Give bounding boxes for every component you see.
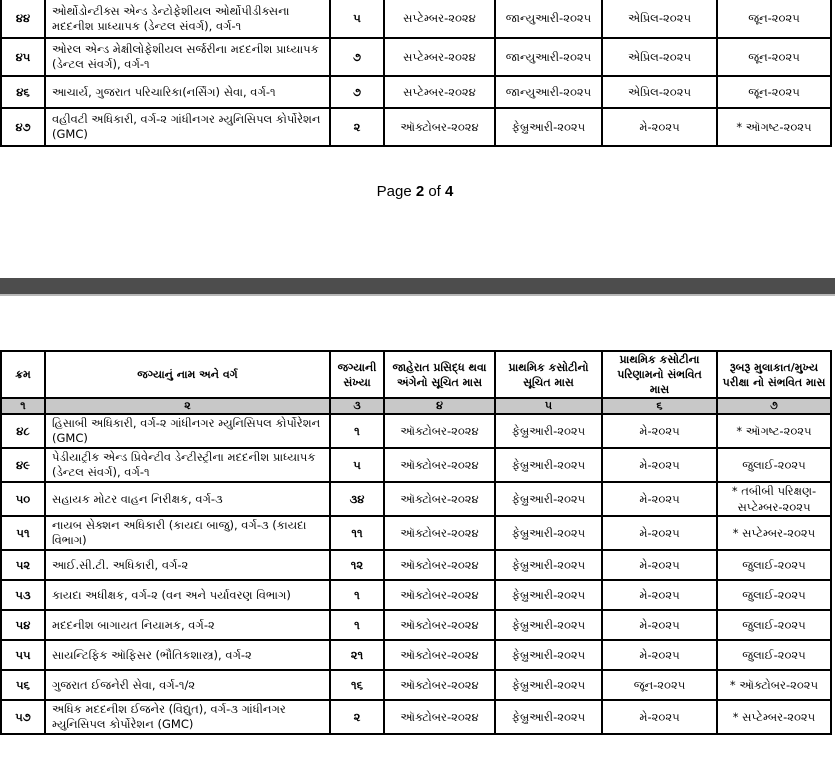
result-month: મે-૨૦૨૫: [602, 414, 717, 448]
serial-number: ૫૨: [1, 550, 45, 580]
advt-month: ઑક્ટોબર-૨૦૨૪: [384, 482, 495, 516]
page-prefix: Page: [376, 183, 416, 200]
serial-number: ૪૭: [1, 108, 45, 146]
advt-month: ઑક્ટોબર-૨૦૨૪: [384, 550, 495, 580]
prelim-month: જાન્યુઆરી-૨૦૨૫: [495, 38, 602, 76]
result-month: મે-૨૦૨૫: [602, 640, 717, 670]
header-advt-month: જાહેરાત પ્રસિદ્ધ થવા અંગેનો સૂચિત માસ: [384, 351, 495, 398]
post-count: ૩૪: [330, 482, 384, 516]
serial-number: ૫૩: [1, 580, 45, 610]
schedule-table-bottom: [0, 350, 832, 735]
prelim-month: ફેબ્રુઆરી-૨૦૨૫: [495, 414, 602, 448]
result-month: મે-૨૦૨૫: [602, 550, 717, 580]
interview-month: જુલાઈ-૨૦૨૫: [717, 640, 831, 670]
post-name: પેડીયાટ્રીક એન્ડ પ્રિવેન્ટીવ ડેન્ટીસ્ટ્રીના મદદનીશ પ્રાધ્યાપક (ડેન્ટલ સંવર્ગ), વર્ગ-૧: [45, 448, 330, 482]
post-name: ઓર્થોડોન્ટીક્સ એન્ડ ડેન્ટોફેશીયલ ઓર્થોપીડીક્સના મદદનીશ પ્રાધ્યાપક (ડેન્ટલ સંવર્ગ), વર્ગ-૧: [45, 0, 330, 38]
table-row: [1, 448, 831, 482]
table-row: [1, 482, 831, 516]
post-count: ૨: [330, 108, 384, 146]
result-month: મે-૨૦૨૫: [602, 482, 717, 516]
prelim-month: જાન્યુઆરી-૨૦૨૫: [495, 76, 602, 108]
post-name: ઓરલ એન્ડ મેક્ષીલોફેશીયલ સર્જરીના મદદનીશ પ્રાધ્યાપક (ડેન્ટલ સંવર્ગ), વર્ગ-૧: [45, 38, 330, 76]
post-count: ૫: [330, 0, 384, 38]
interview-month: જુલાઈ-૨૦૨૫: [717, 448, 831, 482]
result-month: મે-૨૦૨૫: [602, 448, 717, 482]
result-month: એપ્રિલ-૨૦૨૫: [602, 38, 717, 76]
post-name: વહીવટી અધિકારી, વર્ગ-૨ ગાંધીનગર મ્યુનિસિપલ કોર્પોરેશન (GMC): [45, 108, 330, 146]
header-interview-month: રૂબરૂ મુલાકાત/મુખ્ય પરીક્ષા નો સંભવિત માસ: [717, 351, 831, 398]
result-month: એપ્રિલ-૨૦૨૫: [602, 76, 717, 108]
prelim-month: ફેબ્રુઆરી-૨૦૨૫: [495, 580, 602, 610]
column-index: ૩: [330, 398, 384, 414]
interview-month: * સપ્ટેમ્બર-૨૦૨૫: [717, 516, 831, 550]
serial-number: ૫૬: [1, 670, 45, 700]
post-count: ૨: [330, 700, 384, 734]
advt-month: ઑક્ટોબર-૨૦૨૪: [384, 580, 495, 610]
interview-month: * ઑક્ટોબર-૨૦૨૫: [717, 670, 831, 700]
post-name: કાયદા અધીક્ષક, વર્ગ-૨ (વન અને પર્યાવરણ વિભાગ): [45, 580, 330, 610]
result-month: મે-૨૦૨૫: [602, 516, 717, 550]
post-count: ૨૧: [330, 640, 384, 670]
prelim-month: ફેબ્રુઆરી-૨૦૨૫: [495, 700, 602, 734]
post-name: ગુજરાત ઈજનેરી સેવા, વર્ગ-૧/૨: [45, 670, 330, 700]
prelim-month: ફેબ્રુઆરી-૨૦૨૫: [495, 108, 602, 146]
post-count: ૧૨: [330, 550, 384, 580]
header-post-count: જગ્યાની સંખ્યા: [330, 351, 384, 398]
post-count: ૭: [330, 76, 384, 108]
post-count: ૧: [330, 580, 384, 610]
post-name: આઈ.સી.ટી. અધિકારી, વર્ગ-૨: [45, 550, 330, 580]
interview-month: * ઑગષ્ટ-૨૦૨૫: [717, 108, 831, 146]
advt-month: સપ્ટેમ્બર-૨૦૨૪: [384, 76, 495, 108]
table-row: [1, 670, 831, 700]
advt-month: ઑક્ટોબર-૨૦૨૪: [384, 610, 495, 640]
result-month: જૂન-૨૦૨૫: [602, 670, 717, 700]
prelim-month: ફેબ્રુઆરી-૨૦૨૫: [495, 550, 602, 580]
table-row: [1, 516, 831, 550]
serial-number: ૪૫: [1, 38, 45, 76]
result-month: મે-૨૦૨૫: [602, 108, 717, 146]
table-row: [1, 76, 831, 108]
post-name: નાયબ સેક્શન અધિકારી (કાયદા બાજુ), વર્ગ-૩ (કાયદા વિભાગ): [45, 516, 330, 550]
advt-month: ઑક્ટોબર-૨૦૨૪: [384, 640, 495, 670]
table-row: [1, 38, 831, 76]
page-total: 4: [445, 183, 454, 200]
interview-month: * તબીબી પરિક્ષણ- સપ્ટેમ્બર-૨૦૨૫: [717, 482, 831, 516]
header-prelim-month: પ્રાથમિક કસોટીનો સૂચિત માસ: [495, 351, 602, 398]
page-current: 2: [415, 183, 425, 200]
table-row: [1, 610, 831, 640]
column-index-row: [1, 398, 831, 414]
column-index: ૬: [602, 398, 717, 414]
prelim-month: ફેબ્રુઆરી-૨૦૨૫: [495, 516, 602, 550]
table-row: [1, 0, 831, 38]
post-count: ૧૧: [330, 516, 384, 550]
serial-number: ૪૬: [1, 76, 45, 108]
page-divider: [0, 278, 835, 296]
table-row: [1, 580, 831, 610]
interview-month: * સપ્ટેમ્બર-૨૦૨૫: [717, 700, 831, 734]
post-count: ૭: [330, 38, 384, 76]
interview-month: * ઑગષ્ટ-૨૦૨૫: [717, 414, 831, 448]
column-index: ૧: [1, 398, 45, 414]
advt-month: ઑક્ટોબર-૨૦૨૪: [384, 670, 495, 700]
result-month: મે-૨૦૨૫: [602, 610, 717, 640]
advt-month: ઑક્ટોબર-૨૦૨૪: [384, 108, 495, 146]
serial-number: ૪૮: [1, 414, 45, 448]
advt-month: ઑક્ટોબર-૨૦૨૪: [384, 448, 495, 482]
table-row: [1, 550, 831, 580]
column-index: ૨: [45, 398, 330, 414]
prelim-month: ફેબ્રુઆરી-૨૦૨૫: [495, 482, 602, 516]
post-count: ૧: [330, 414, 384, 448]
table-row: [1, 108, 831, 146]
prelim-month: ફેબ્રુઆરી-૨૦૨૫: [495, 448, 602, 482]
post-name: આચાર્ય, ગુજરાત પરિચારિકા(નર્સિંગ) સેવા, વર્ગ-૧: [45, 76, 330, 108]
interview-month: જુલાઈ-૨૦૨૫: [717, 610, 831, 640]
interview-month: જુલાઈ-૨૦૨૫: [717, 580, 831, 610]
header-serial: ક્રમ: [1, 351, 45, 398]
page-number: [0, 183, 830, 200]
table-row: [1, 700, 831, 734]
advt-month: ઑક્ટોબર-૨૦૨૪: [384, 700, 495, 734]
interview-month: જૂન-૨૦૨૫: [717, 38, 831, 76]
serial-number: ૪૯: [1, 448, 45, 482]
table-row: [1, 414, 831, 448]
interview-month: જુલાઈ-૨૦૨૫: [717, 550, 831, 580]
result-month: એપ્રિલ-૨૦૨૫: [602, 0, 717, 38]
advt-month: ઑક્ટોબર-૨૦૨૪: [384, 414, 495, 448]
result-month: મે-૨૦૨૫: [602, 580, 717, 610]
header-row: [1, 351, 831, 398]
post-name: સહાયક મોટર વાહન નિરીક્ષક, વર્ગ-૩: [45, 482, 330, 516]
column-index: ૭: [717, 398, 831, 414]
post-name: અધિક મદદનીશ ઈજનેર (વિદ્યુત), વર્ગ-૩ ગાંધીનગર મ્યુનિસિપલ કોર્પોરેશન (GMC): [45, 700, 330, 734]
interview-month: જૂન-૨૦૨૫: [717, 0, 831, 38]
serial-number: ૪૪: [1, 0, 45, 38]
prelim-month: જાન્યુઆરી-૨૦૨૫: [495, 0, 602, 38]
serial-number: ૫૭: [1, 700, 45, 734]
post-count: ૫: [330, 448, 384, 482]
column-index: ૫: [495, 398, 602, 414]
header-post-name: જગ્યાનું નામ અને વર્ગ: [45, 351, 330, 398]
prelim-month: ફેબ્રુઆરી-૨૦૨૫: [495, 640, 602, 670]
post-name: હિસાબી અધિકારી, વર્ગ-૨ ગાંધીનગર મ્યુનિસિપલ કોર્પોરેશન (GMC): [45, 414, 330, 448]
post-count: ૧: [330, 610, 384, 640]
serial-number: ૫૦: [1, 482, 45, 516]
advt-month: સપ્ટેમ્બર-૨૦૨૪: [384, 0, 495, 38]
interview-month: જૂન-૨૦૨૫: [717, 76, 831, 108]
prelim-month: ફેબ્રુઆરી-૨૦૨૫: [495, 610, 602, 640]
advt-month: સપ્ટેમ્બર-૨૦૨૪: [384, 38, 495, 76]
schedule-table-top: [0, 0, 832, 147]
result-month: મે-૨૦૨૫: [602, 700, 717, 734]
prelim-month: ફેબ્રુઆરી-૨૦૨૫: [495, 670, 602, 700]
post-count: ૧૬: [330, 670, 384, 700]
post-name: મદદનીશ બાગાયત નિયામક, વર્ગ-૨: [45, 610, 330, 640]
page-of: of: [424, 183, 446, 200]
table-row: [1, 640, 831, 670]
serial-number: ૫૧: [1, 516, 45, 550]
advt-month: ઑક્ટોબર-૨૦૨૪: [384, 516, 495, 550]
serial-number: ૫૫: [1, 640, 45, 670]
header-result-month: પ્રાથમિક કસોટીના પરિણામનો સંભવિત માસ: [602, 351, 717, 398]
column-index: ૪: [384, 398, 495, 414]
serial-number: ૫૪: [1, 610, 45, 640]
post-name: સાયન્ટિફિક ઑફિસર (ભૌતિકશાસ્ત્ર), વર્ગ-૨: [45, 640, 330, 670]
